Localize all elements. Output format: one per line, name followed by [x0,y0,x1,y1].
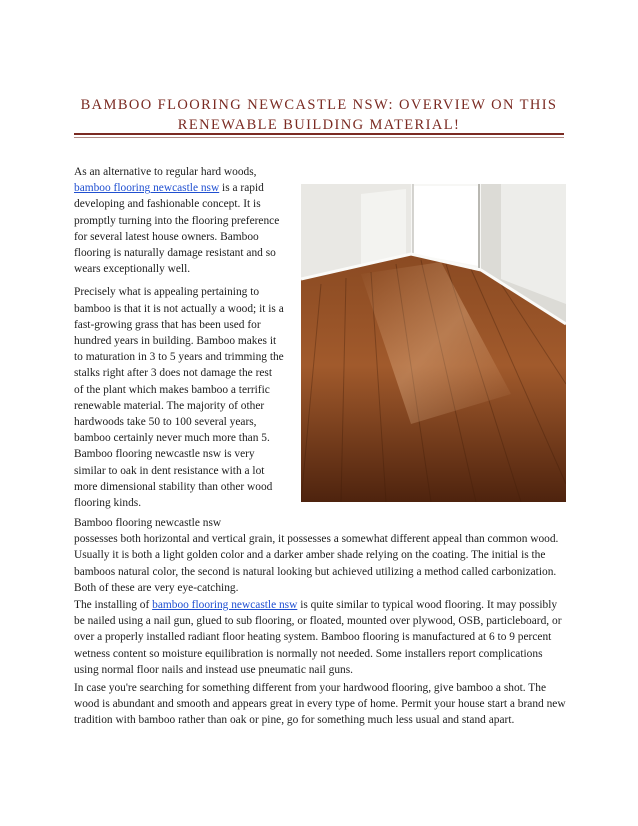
bamboo-floor-photo [301,184,566,502]
paragraph-installing: The installing of bamboo flooring newcastle nsw is quite similar to typical wood flooring. It may possibly be nailed using a nail gun, glued to sub flooring, or floated, mounted over plywood, OSB, particleboard, or over a properly installed radiant floor heating system. Bamboo flooring is manufactured at 6 to 9 percent wetness content so moisture equilibration is normally not needed. Some installers report complications using normal floor nails and instead use pneumatic nail guns. [74,599,562,676]
paragraph-grain: Bamboo flooring newcastle nsw possesses both horizontal and vertical grain, it possesses a somewhat different appeal than common wood. Usually it is both a light golden color and a darker amber shade relying on the coating. The initial is the bamboos natural color, the second is natural looking but achieved utilizing a method called carbonization. Both of these are very eye-catching. [74,517,559,594]
paragraph-closing: In case you're searching for something different from your hardwood flooring, give bamboo a shot. The wood is abundant and smooth and appears great in every type of home. Permit your house start a brand new tradition with bamboo rather than oak or pine, go for something much less usual and stand apart. [74,682,566,727]
title-line-1: BAMBOO FLOORING NEWCASTLE NSW: OVERVIEW ON THIS [80,97,558,113]
page-title [74,95,564,135]
paragraph-intro: As an alternative to regular hard woods, bamboo flooring newcastle nsw is a rapid developing and fashionable concept. It is promptly turning into the flooring preference for several latest house owners. Bamboo flooring is naturally damage resistant and so wears exceptionally well. [74,166,280,276]
title-line-2: RENEWABLE BUILDING MATERIAL! [177,117,461,133]
title-underline-thin [74,137,564,138]
intro-column [74,164,284,518]
bamboo-flooring-link-1[interactable]: bamboo flooring newcastle nsw [74,182,220,195]
bamboo-flooring-link-2[interactable]: bamboo flooring newcastle nsw [152,599,298,611]
paragraph-appeal: Precisely what is appealing pertaining to bamboo is that it is not actually a wood; it is a fast-growing grass that has been used for hundred years in building. Bamboo makes it to maturation in 3 to 5 years and trimming the stalks right after 3 does not damage the rest of the plant which makes bamboo a terrific renewable material. The majority of other hardwoods take 50 to 100 several years, bamboo certainly never much more than 5. Bamboo flooring newcastle nsw is very similar to oak in dent resistance with a lot more dimensional stability than other wood flooring kinds. [74,286,284,510]
title-underline [74,133,564,135]
